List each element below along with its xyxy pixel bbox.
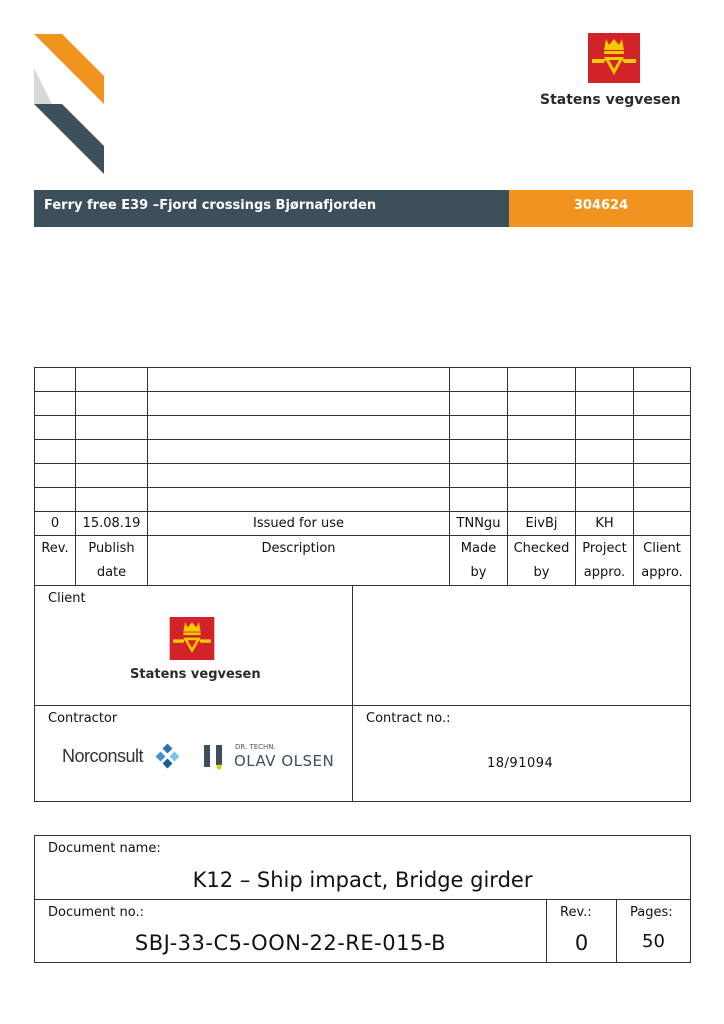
norconsult-diamond-icon	[154, 744, 182, 770]
olav-olsen-small-text: DR. TECHN.	[235, 743, 276, 751]
document-no-label: Document no.:	[48, 905, 144, 920]
doc-rev-cell	[547, 900, 617, 963]
grey-stripe	[34, 68, 52, 104]
project-title: Ferry free E39 –Fjord crossings Bjørnafjorden	[34, 190, 509, 227]
checked-by-cell: EivBj	[508, 512, 576, 536]
table-row	[35, 464, 691, 488]
svv-crown-shield-icon	[588, 33, 640, 83]
revision-table	[34, 367, 691, 586]
contractor-cell	[35, 706, 353, 802]
header-description: Description	[148, 536, 450, 586]
statens-vegvesen-logo	[540, 33, 692, 113]
revision-row	[35, 512, 691, 536]
slate-stripe	[34, 104, 104, 174]
header-project-appro: Project appro.	[576, 536, 634, 586]
header-made-by: Made by	[450, 536, 508, 586]
table-row	[35, 392, 691, 416]
corner-chevron-graphic	[34, 34, 104, 174]
contract-no: 18/91094	[487, 756, 554, 771]
document-no-cell	[35, 900, 547, 963]
pages-label: Pages:	[630, 905, 673, 920]
project-appro-cell: KH	[576, 512, 634, 536]
document-name-label: Document name:	[48, 841, 161, 856]
document-name: K12 – Ship impact, Bridge girder	[192, 868, 533, 892]
client-right-cell	[353, 586, 691, 706]
table-row	[35, 488, 691, 512]
client-appro-cell	[634, 512, 691, 536]
doc-rev-label: Rev.:	[560, 905, 592, 920]
svv-wordmark: Statens vegvesen	[130, 667, 261, 682]
document-no: SBJ-33-C5-OON-22-RE-015-B	[134, 931, 447, 955]
document-name-cell	[35, 836, 691, 900]
made-by-cell: TNNgu	[450, 512, 508, 536]
contract-no-cell	[353, 706, 691, 802]
project-number: 304624	[509, 190, 693, 227]
olav-olsen-logo: OLAV OLSEN	[234, 752, 335, 770]
header-rev: Rev.	[35, 536, 76, 586]
project-banner	[34, 190, 693, 227]
doc-rev: 0	[574, 931, 589, 955]
revision-header-row	[35, 536, 691, 586]
header-checked-by: Checked by	[508, 536, 576, 586]
client-label: Client	[48, 591, 86, 606]
svv-crown-shield-icon	[166, 617, 218, 660]
table-row	[35, 368, 691, 392]
olav-olsen-mark-icon	[203, 744, 227, 770]
client-cell	[35, 586, 353, 706]
publish-date-cell: 15.08.19	[76, 512, 148, 536]
pages-cell	[617, 900, 691, 963]
document-info-table	[34, 835, 691, 963]
rev-cell: 0	[35, 512, 76, 536]
description-cell: Issued for use	[148, 512, 450, 536]
header-client-appro: Client appro.	[634, 536, 691, 586]
contractor-label: Contractor	[48, 711, 118, 726]
header-publish-date: Publish date	[76, 536, 148, 586]
pages-count: 50	[642, 931, 665, 952]
table-row	[35, 440, 691, 464]
parties-table	[34, 585, 691, 802]
norconsult-logo: Norconsult	[62, 746, 144, 766]
svv-wordmark: Statens vegvesen	[540, 92, 681, 108]
contract-no-label: Contract no.:	[366, 711, 451, 726]
table-row	[35, 416, 691, 440]
